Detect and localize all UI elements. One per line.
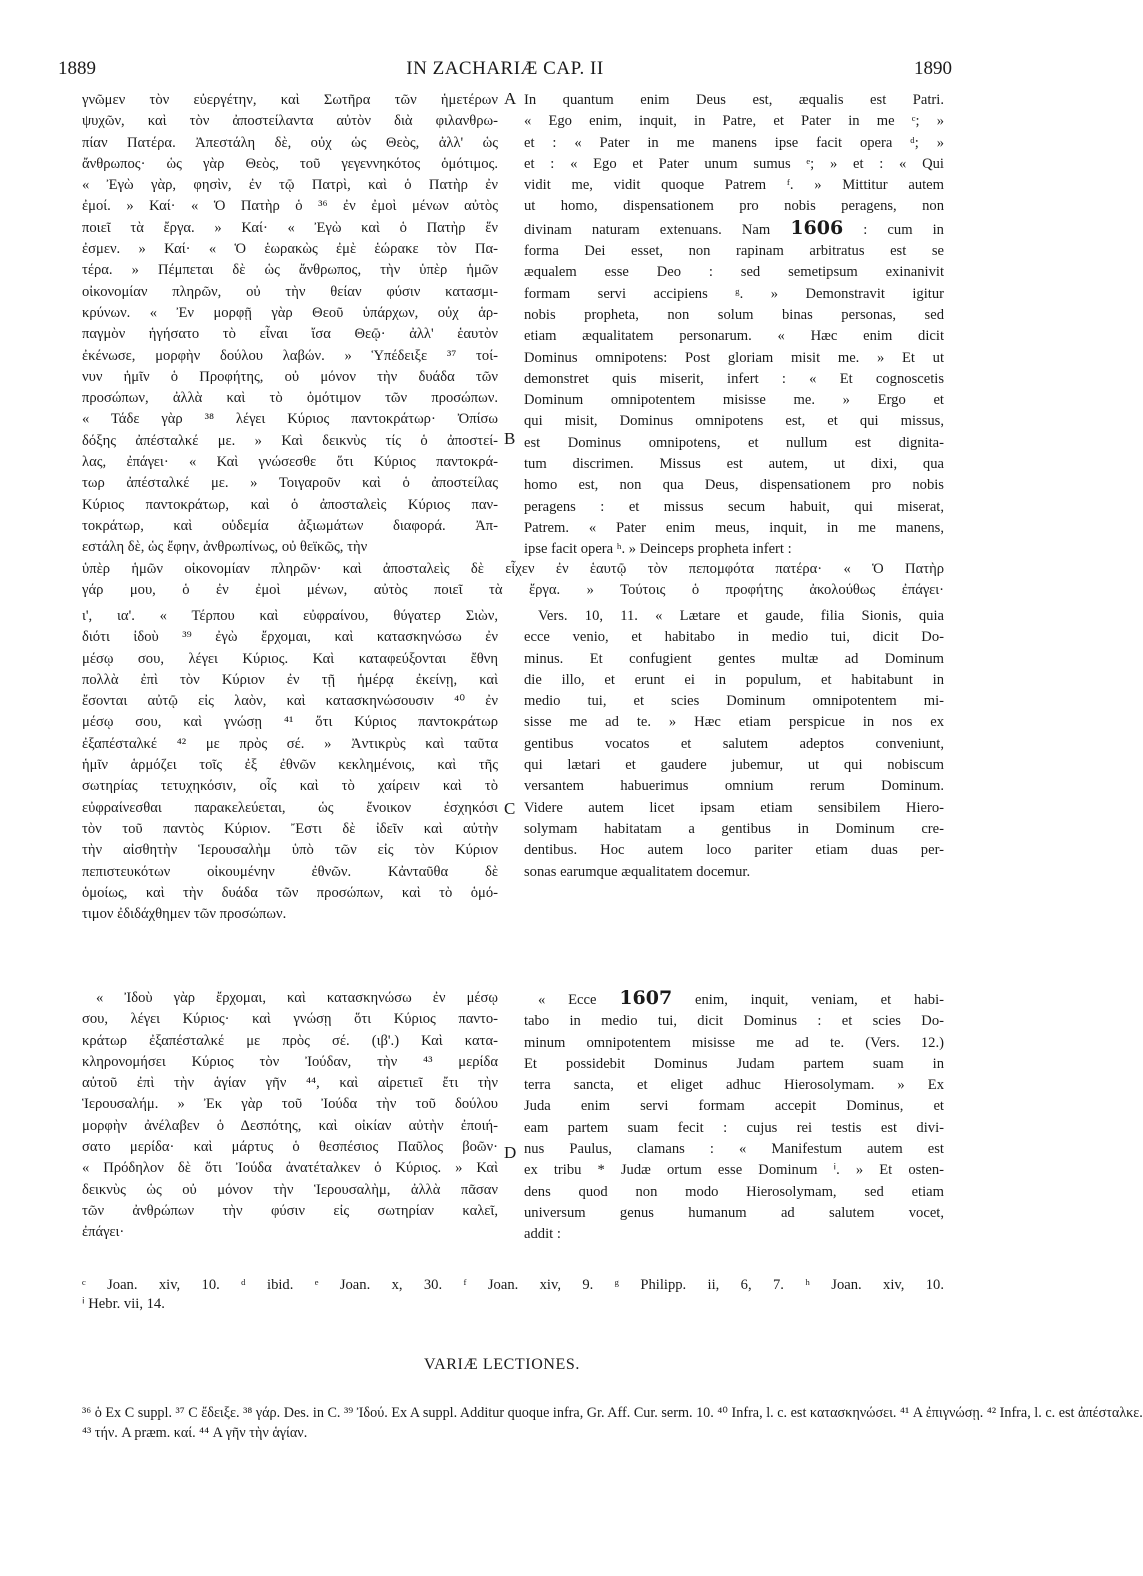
text-line: « Ἰδοὺ γὰρ ἔρχομαι, καὶ κατασκηνώσω ἐν μέσῳ	[96, 990, 498, 1006]
column-marker-c: C	[504, 799, 516, 818]
text-line: dentibus. Hoc autem loco pariter etiam duas per-	[524, 842, 944, 859]
text-line: ipse facit opera ʰ. » Deinceps propheta infert :	[524, 541, 792, 558]
text-line: qui misit, Dominus omnipotens est, et qui missus,	[524, 413, 944, 430]
text-line: πίαν Πατέρα. Ἀπεστάλη δὲ, οὐχ ὡς Θεὸς, ἀλλ' ὡς	[82, 134, 498, 151]
section-number-1606: 1606	[790, 216, 844, 239]
text-line: Dominum omnipotentem misisse me. » Ergo et	[524, 392, 944, 409]
page-number-left: 1889	[58, 58, 96, 79]
text-line: universum genus humanum ad salutem vocet,	[524, 1204, 944, 1221]
text-line: terra sancta, et eliget adhuc Hierosolymam. » Ex	[524, 1077, 944, 1094]
text-line: τὸν τοῦ παντὸς Κύριον. Ἔστι δὲ ἰδεῖν καὶ αὐτὴν	[82, 820, 498, 837]
text-line: vidit me, vidit quoque Patrem ᶠ. » Mittitur autem	[524, 177, 944, 194]
text-line: homo est, non qua Deus, dispensationem pro nobis	[524, 477, 944, 494]
text-line: Et possidebit Dominus Judam partem suam in	[524, 1055, 944, 1072]
text-line: σατο μερίδα· καὶ μάρτυς ὁ θεσπέσιος Παῦλος βοῶν·	[82, 1139, 498, 1156]
text-line: μέσῳ σου, καὶ γνώσῃ ⁴¹ ὅτι Κύριος παντοκράτωρ	[82, 714, 498, 731]
text-line: peragens : et missus secum habuit, qui miserat,	[524, 498, 944, 515]
text-line: ὁμοίως, καὶ τὴν δυάδα τῶν προσώπων, καὶ τὸ ὁμό-	[82, 884, 498, 901]
footnotes	[82, 1276, 944, 1314]
running-head-title: IN ZACHARIÆ CAP. II	[406, 58, 604, 79]
text-line: « Ἐγὼ γὰρ, φησὶν, ἐν τῷ Πατρὶ, καὶ ὁ Πατὴρ ἐν	[82, 177, 498, 194]
text-line: Dominus omnipotens: Post gloriam misit me. » Et ut	[524, 349, 944, 366]
text-line: οἰκονομίαν πληρῶν, οὐ τὴν θείαν φύσιν κατασμι-	[82, 283, 498, 300]
text-line: sonas earumque æqualitatem docemur.	[524, 863, 751, 880]
text-line: πολλὰ ἐπὶ τὸν Κύριον ἐν τῇ ἡμέρᾳ ἐκείνῃ, καὶ	[82, 671, 498, 688]
text-line: τὴν αἰσθητὴν Ἱερουσαλὴμ ὑπὸ τῶν εἰς τὸν Κύριον	[82, 842, 498, 859]
text-line: eam partem suam fecit : cujus rei testis est divi-	[524, 1119, 944, 1136]
text-line-with-section-1607	[524, 988, 944, 1011]
variant-line-1: ³⁶ ὁ Ex C suppl. ³⁷ C ἔδειξε. ³⁸ γάρ. Des. in C. ³⁹ Ἰδού. Ex A suppl. Additur quoque infra, Gr. Aff. Cur. serm. 10. ⁴⁰ Infra, l. c. est κατασκηνώσει. ⁴¹ A ἐπιγνώσῃ. ⁴² Infra, l. c. est ἀπέσταλκε.	[82, 1405, 1143, 1421]
text-line: διότι ἰδοὺ ³⁹ ἐγὼ ἔρχομαι, καὶ κατασκηνώσω ἐν	[82, 629, 498, 646]
text-line: ἡμῖν ἁρμόζει τοῖς ἐξ ἐθνῶν κεκλημένοις, καὶ τῆς	[82, 757, 498, 774]
text-line: ποιεῖ τὰ ἔργα. » Καί· « Ἐγὼ καὶ ὁ Πατὴρ ἕν	[82, 219, 498, 236]
text-line: est Dominus omnipotens, et nullum est dignita-	[524, 434, 944, 451]
text-line: παγμὸν ἡγήσατο τὸ εἶναι ἴσα Θεῷ· ἀλλ' ἑαυτὸν	[82, 326, 498, 343]
text-line: et : « Ego et Pater unum sumus ᵉ; » et : « Qui	[524, 155, 944, 172]
footnote-line-1: ᶜ Joan. xiv, 10. ᵈ ibid. ᵉ Joan. x, 30. ᶠ Joan. xiv, 9. ᵍ Philipp. ii, 6, 7. ʰ Joan. xiv, 10.	[82, 1277, 944, 1293]
text-line: μορφὴν ἀνέλαβεν ὁ Δεσπότης, καὶ οἰκίαν αὐτὴν ἐποιή-	[82, 1117, 498, 1134]
text-line: formam servi accipiens ᵍ. » Demonstravit igitur	[524, 285, 944, 302]
text-line: æqualem esse Deo : sed semetipsum exinanivit	[524, 264, 944, 281]
text-line: ex tribu * Judæ ortum esse Dominum ⁱ. » Et osten-	[524, 1162, 944, 1179]
text-line: demonstret quis miserit, infert : « Et cognoscetis	[524, 370, 944, 387]
text-line: « Τάδε γὰρ ³⁸ λέγει Κύριος παντοκράτωρ· Ὀπίσω	[82, 411, 498, 428]
text-line: ut homo, dispensationem pro nobis peragens, non	[524, 198, 944, 215]
text-line: προσώπων, ἀλλὰ καὶ τὸ ὁμότιμον τῶν προσώπων.	[82, 390, 498, 407]
text-line: etiam æqualitatem personarum. « Hæc enim dicit	[524, 328, 944, 345]
text-line: ι', ια'. « Τέρπου καὶ εὐφραίνου, θύγατερ Σιὼν,	[82, 608, 498, 624]
text-line: μέσῳ σου, λέγει Κύριος. Καὶ καταφεύξονται ἔθνη	[82, 650, 498, 667]
text-line: Κύριος παντοκράτωρ, καὶ ὁ ἀποσταλεὶς Κύριος παν-	[82, 496, 498, 513]
text-fragment: « Ecce	[538, 992, 597, 1008]
text-fragment: : cum in	[863, 221, 944, 238]
page-number-right: 1890	[914, 58, 952, 79]
greek-spanning-lines	[82, 559, 944, 602]
text-line: νυν ἡμῖν ὁ Προφήτης, οὐ μόνον τὴν δυάδα τῶν	[82, 368, 498, 385]
text-line: τωρ ἀπέσταλκέ με. » Τοιγαροῦν καὶ ὁ ἀποστείλας	[82, 475, 498, 492]
variant-readings	[82, 1404, 1143, 1443]
text-line: Patrem. « Pater enim meus, inquit, in me manens,	[524, 519, 944, 536]
text-line: sisse me ad te. » Hæc etiam perspicue in nos ex	[524, 714, 944, 731]
text-line: ἐξαπέσταλκέ ⁴² με πρὸς σέ. » Ἀντικρὺς καὶ ταῦτα	[82, 735, 498, 752]
text-line: κληρονομήσει Κύριος τὸν Ἰούδαν, τὴν ⁴³ μερίδα	[82, 1053, 498, 1070]
text-line: λας, ἐπάγει· « Καὶ γνώσεσθε ὅτι Κύριος παντοκρά-	[82, 454, 498, 471]
text-line: ἄνθρωπος· ὡς γὰρ Θεὸς, τοῦ γεγεννηκότος ὁμότιμος.	[82, 155, 498, 172]
text-line: qui lætari et gaudere jubemur, ut qui nobiscum	[524, 757, 944, 774]
text-line: αὐτοῦ ἐπὶ τὴν ἁγίαν γῆν ⁴⁴, καὶ αἱρετιεῖ ἔτι τὴν	[82, 1075, 498, 1092]
text-line-with-section-1606	[524, 218, 944, 241]
running-header	[58, 58, 952, 84]
text-line: ἐκένωσε, μορφὴν δούλου λαβών. » Ὑπέδειξε ³⁷ τοί-	[82, 347, 498, 364]
text-line: ecce venio, et habitabo in medio tui, dicit Do-	[524, 629, 944, 646]
text-line: Juda enim servi formam accepit Dominus, et	[524, 1098, 944, 1115]
column-marker-a: A	[504, 89, 517, 108]
text-line: ψυχῶν, καὶ τὸν ἀποστείλαντα αὐτὸν διὰ φιλανθρω-	[82, 113, 498, 130]
text-line: medio tui, et scies Dominum omnipotentem mi-	[524, 693, 944, 710]
text-line: minus. Et confugient gentes multæ ad Dominum	[524, 650, 944, 667]
text-line: ἐπάγει·	[82, 1224, 125, 1241]
text-line: addit :	[524, 1226, 561, 1243]
text-line: κράτωρ ἐξαπέσταλκέ με πρὸς σέ. (ιβ'.) Καὶ κατα-	[82, 1032, 498, 1049]
text-line: nus Paulus, clamans : « Manifestum autem est	[524, 1141, 944, 1158]
variant-line-2: ⁴³ τήν. A præm. καί. ⁴⁴ A γῆν τὴν ἁγίαν.	[82, 1424, 308, 1441]
text-line: dens quod non modo Hierosolymam, sed etiam	[524, 1183, 944, 1200]
text-line: tum discrimen. Missus est autem, ut dixi, qua	[524, 456, 944, 473]
greek-column-block-2	[82, 606, 498, 925]
text-line: κρύνων. « Ἐν μορφῇ γὰρ Θεοῦ ὑπάρχων, οὐχ ἁρ-	[82, 304, 498, 321]
text-line: solymam habitatam a gentibus in Dominum cre-	[524, 820, 944, 837]
text-line: « Πρόδηλον δὲ ὅτι Ἰούδα ἀνατέταλκεν ὁ Κύριος. » Καὶ	[82, 1160, 498, 1177]
text-fragment: divinam naturam extenuans. Nam	[524, 221, 771, 238]
section-number-1607: 1607	[619, 987, 673, 1009]
text-line: « Ego enim, inquit, in Patre, et Pater in me ᶜ; »	[524, 113, 944, 130]
text-line: ἐσμεν. » Καί· « Ὁ ἑωρακὼς ἐμὲ ἑώρακε τὸν Πα-	[82, 241, 498, 258]
text-line: Vers. 10, 11. « Lætare et gaude, filia Sionis, quia	[538, 608, 944, 624]
greek-column-block-1	[82, 90, 498, 559]
text-line: ἐμοί. » Καί· « Ὁ Πατὴρ ὁ ³⁶ ἐν ἐμοὶ μένων αὐτὸς	[82, 198, 498, 215]
footnote-line-2: ⁱ Hebr. vii, 14.	[82, 1296, 165, 1312]
text-line: σωτηρίας τετυχηκόσιν, οἷς καὶ τὸ χαίρειν καὶ τὸ	[82, 778, 498, 795]
latin-column-block-1	[524, 90, 944, 561]
text-line: Ἱερουσαλήμ. » Ἐκ γὰρ τοῦ Ἰούδα τὴν τοῦ δούλου	[82, 1096, 498, 1113]
text-line: forma Dei esset, non rapinam arbitratus est se	[524, 243, 944, 260]
text-line: τοκράτωρ, καὶ οὐδεμία ἀξιωμάτων διαφορά. Ἀπ-	[82, 517, 498, 534]
text-line: versantem habuerimus omnium rerum Dominum.	[524, 778, 944, 795]
column-marker-d: D	[504, 1143, 517, 1162]
text-line: εὐφραίνεσθαι παρακελεύεται, ὡς ἔνοικον ἐσχηκόσι	[82, 799, 498, 816]
variae-lectiones-title: VARIÆ LECTIONES.	[424, 1356, 580, 1373]
text-line: In quantum enim Deus est, æqualis est Patri.	[524, 92, 944, 108]
text-line: γνῶμεν τὸν εὐεργέτην, καὶ Σωτῆρα τῶν ἡμετέρων	[82, 92, 498, 108]
text-line: τῶν ἀνθρώπων τὴν φύσιν εἰς σωτηρίαν καλεῖ,	[82, 1202, 498, 1219]
text-line: εστάλη δὲ, ὡς ἔφην, ἀνθρωπίνως, οὐ θεϊκῶς, τὴν	[82, 539, 368, 556]
text-line: γάρ μου, ὁ ἐν ἐμοὶ μένων, αὐτὸς ποιεῖ τὰ ἔργα. » Τούτοις ὁ προφήτης ἀκολούθως ἐπάγει·	[82, 582, 944, 599]
greek-column-block-3	[82, 988, 498, 1244]
text-line: Videre autem licet ipsam etiam sensibilem Hiero-	[524, 799, 944, 816]
latin-column-block-2	[524, 606, 944, 883]
text-line: τιμον ἐδιδάχθημεν τῶν προσώπων.	[82, 906, 287, 923]
text-line: gentibus vocatos et salutem adeptos conveniunt,	[524, 735, 944, 752]
text-line: et : « Pater in me manens ipse facit opera ᵈ; »	[524, 134, 944, 151]
text-line: die illo, et erunt ei in populum, et habitabunt in	[524, 671, 944, 688]
text-line: τέρα. » Πέμπεται δὲ ὡς ἄνθρωπος, τὴν ὑπὲρ ἡμῶν	[82, 262, 498, 279]
text-line: σου, λέγει Κύριος· καὶ γνώσῃ ὅτι Κύριος παντο-	[82, 1011, 498, 1028]
latin-column-block-3	[524, 988, 944, 1246]
text-line: δεικνὺς ὡς οὐ μόνον τὴν Ἱερουσαλὴμ, ἀλλὰ πᾶσαν	[82, 1181, 498, 1198]
text-fragment: enim, inquit, veniam, et habi-	[695, 992, 944, 1008]
text-line: minum omnipotentem misisse me ad te. (Vers. 12.)	[524, 1034, 944, 1051]
text-line: δόξης ἀπέσταλκέ με. » Καὶ δεικνὺς τίς ὁ ἀποστεί-	[82, 432, 498, 449]
column-marker-b: B	[504, 429, 516, 448]
text-line: πεπιστευκότων οἰκουμένην ἐθνῶν. Κἀνταῦθα δὲ	[82, 863, 498, 880]
text-line: ὑπὲρ ἡμῶν οἰκονομίαν πληρῶν· καὶ ἀποσταλεὶς δὲ εἶχεν ἐν ἑαυτῷ τὸν πεπομφότα πατέρα· « Ὁ Πατὴρ	[82, 561, 944, 577]
text-line: nobis propheta, non solum binas personas, sed	[524, 306, 944, 323]
text-line: tabo in medio tui, dicit Dominus : et scies Do-	[524, 1013, 944, 1030]
text-line: ἔσονται αὐτῷ εἰς λαὸν, καὶ κατασκηνώσουσιν ⁴⁰ ἐν	[82, 693, 498, 710]
